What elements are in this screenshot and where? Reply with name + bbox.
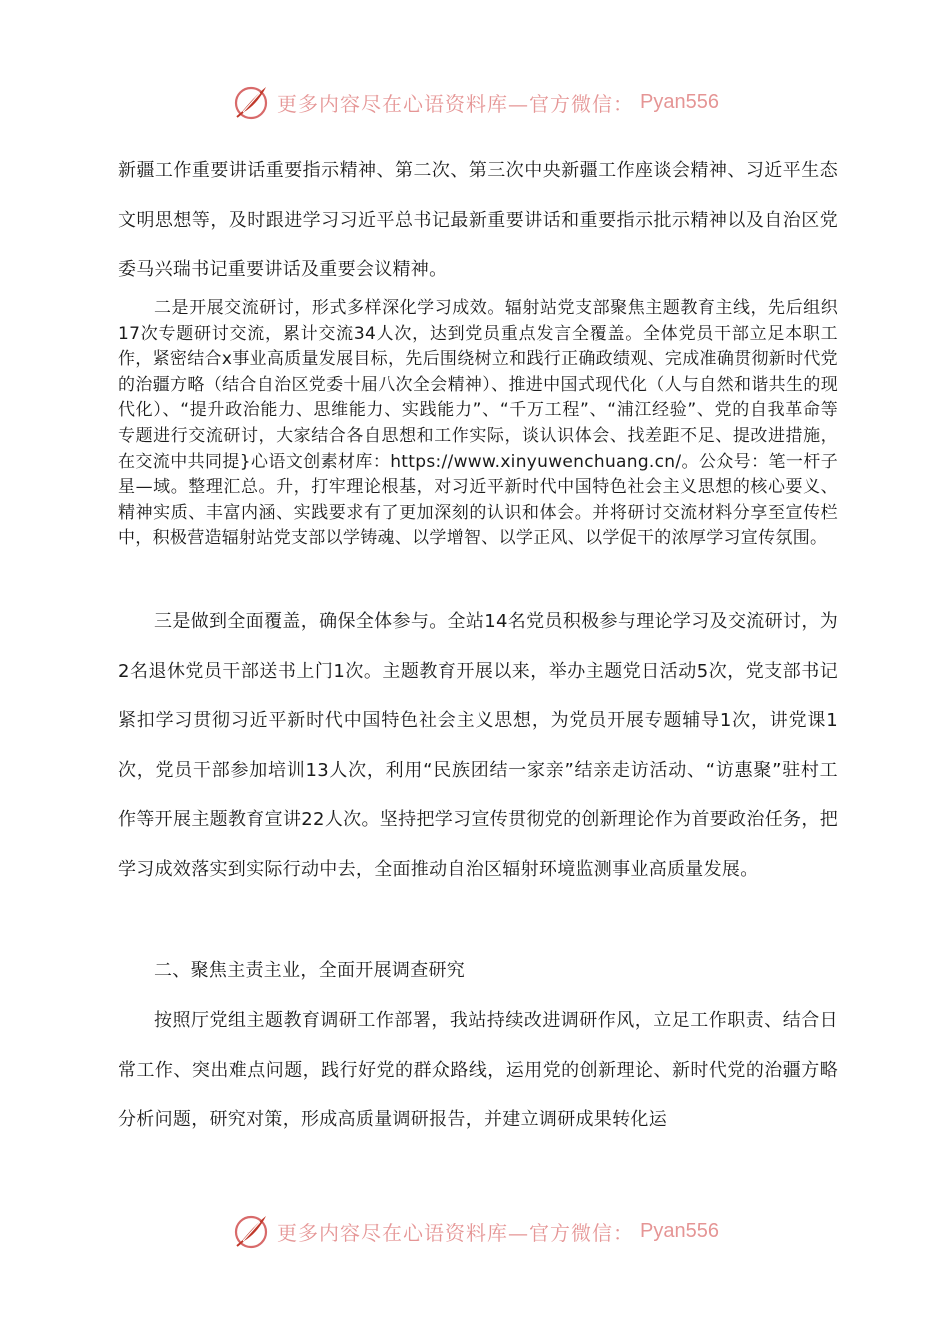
paragraph-study-spirit-continued: 新疆工作重要讲话重要指示精神、第二次、第三次中央新疆工作座谈会精神、习近平生态文明思想等，及时跟进学习习近平总书记最新重要讲话和重要指示批示精神以及自治区党委马兴瑞书记重要讲话及重要会议精神。 <box>118 160 838 280</box>
section-heading-research: 二、聚焦主责主业，全面开展调查研究 <box>154 960 466 981</box>
paragraph-research-deployment: 按照厅党组主题教育调研工作部署，我站持续改进调研作风，立足工作职责、结合日常工作、突出难点问题，践行好党的群众路线，运用党的创新理论、新时代党的治疆方略分析问题，研究对策，形成高质量调研报告，并建立调研成果转化运 <box>118 1010 838 1130</box>
banner-text: 更多内容尽在心语资料库—官方微信： <box>277 1220 635 1245</box>
quill-pen-logo-icon <box>231 82 271 122</box>
paragraph-exchange-discussion: 二是开展交流研讨，形式多样深化学习成效。辐射站党支部聚焦主题教育主线，先后组织17次专题研讨交流，累计交流34人次，达到党员重点发言全覆盖。全体党员干部立足本职工作，紧密结合x事业高质量发展目标，先后围绕树立和践行正确政绩观、完成准确贯彻新时代党的治疆方略（结合自治区党委十届八次全会精神）、推进中国式现代化（人与自然和谐共生的现代化）、“提升政治能力、思维能力、实践能力”、“千万工程”、“浦江经验”、党的自我革命等专题进行交流研讨，大家结合各自思想和工作实际，谈认识体会、找差距不足、提改进措施，在交流中共同提}心语文创素材库：https://www.xinyuwenchuang.cn/。公众号：笔一杆子星—域。整理汇总。升，打牢理论根基，对习近平新时代中国特色社会主义思想的核心要义、精神实质、丰富内涵、实践要求有了更加深刻的认识和体会。并将研讨交流材料分享至宣传栏中，积极营造辐射站党支部以学铸魂、以学增智、以学正风、以学促干的浓厚学习宣传氛围。 <box>118 298 838 549</box>
banner-wechat-id: Pyan556 <box>640 1219 719 1242</box>
header-watermark-banner <box>0 78 950 126</box>
banner-wechat-id: Pyan556 <box>640 90 719 113</box>
quill-pen-logo-icon <box>231 1211 271 1251</box>
banner-text: 更多内容尽在心语资料库—官方微信： <box>277 91 635 116</box>
paragraph-full-coverage: 三是做到全面覆盖，确保全体参与。全站14名党员积极参与理论学习及交流研讨，为2名退休党员干部送书上门1次。主题教育开展以来，举办主题党日活动5次，党支部书记紧扣学习贯彻习近平新时代中国特色社会主义思想，为党员开展专题辅导1次，讲党课1次，党员干部参加培训13人次，利用“民族团结一家亲”结亲走访活动、“访惠聚”驻村工作等开展主题教育宣讲22人次。坚持把学习宣传贯彻党的创新理论作为首要政治任务，把学习成效落实到实际行动中去，全面推动自治区辐射环境监测事业高质量发展。 <box>118 611 838 880</box>
footer-watermark-banner <box>0 1207 950 1255</box>
